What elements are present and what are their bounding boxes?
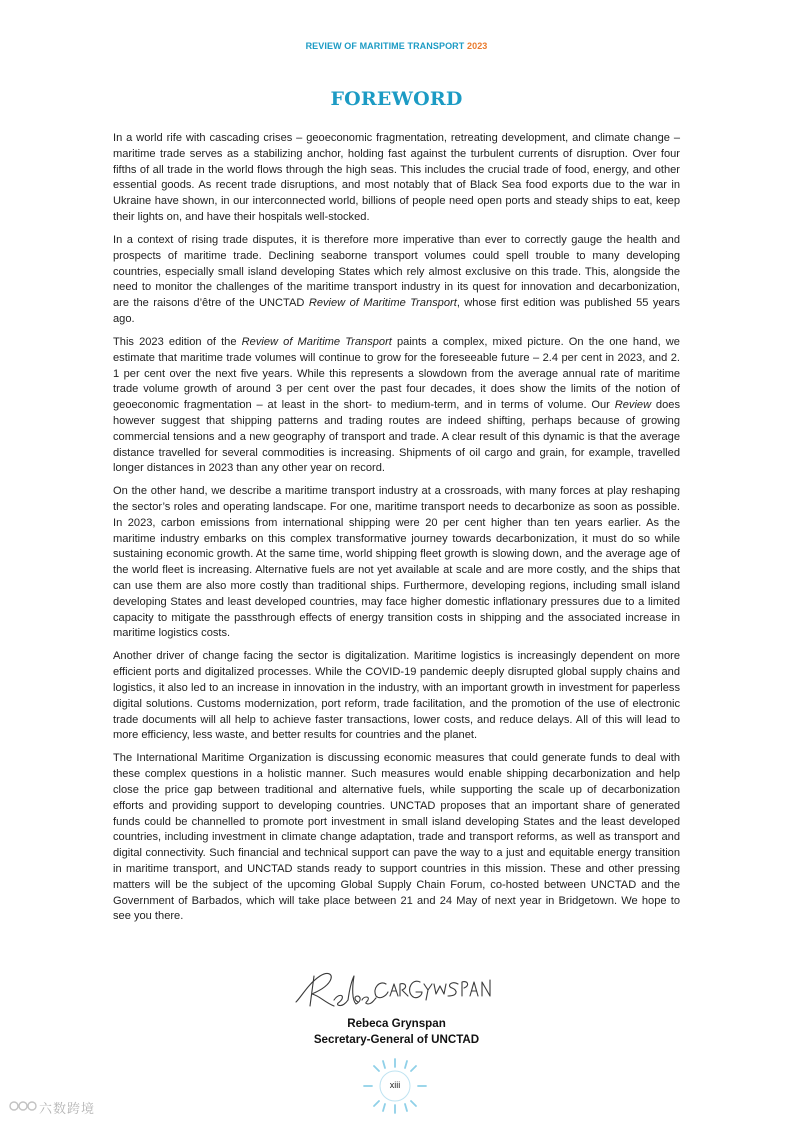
page-number: xiii <box>389 1080 401 1090</box>
signatory-name: Rebeca Grynspan <box>347 1017 446 1030</box>
running-header-year: 2023 <box>466 41 488 51</box>
signatory-role: Secretary-General of UNCTAD <box>313 1033 480 1046</box>
foreword-body <box>113 131 680 932</box>
paragraph-5 <box>113 649 680 744</box>
paragraph-text: In a world rife with cascading crises – geoeconomic fragmentation, retreating development, and climate change – maritime trade serves as a stabilizing anchor, holding fast against the turbulent currents of disruption. Over four fifths of all trade in the world flows through the high seas. This includes the crucial trade of food, energy, and other essential goods. As recent trade disruptions, and most notably that of Black Sea food exports due to the war in Ukraine have shown, in our interconnected world, billions of people need open ports and steady ships to eat, keep their lights on, and have their hospitals well-stocked. <box>113 132 680 223</box>
paragraph-text: Another driver of change facing the sector is digitalization. Maritime logistics is increasingly dependent on more efficient ports and digitalized processes. While the COVID-19 pandemic deeply disrupted global supply chains and logistics, it also led to an increase in innovation in the industry, with an important growth in investment for paperless digital solutions. Customs modernization, port reform, trade facilitation, and the promotion of the use of electronic trade documents will all help to achieve faster transactions, lower costs, and reduce delays. All of this will lead to more efficiency, less waste, and better results for countries and the planet. <box>113 650 680 742</box>
signatory <box>0 1016 793 1048</box>
paragraph-text: paints a complex, mixed picture. On the one hand, we estimate that maritime trade volumes will continue to grow for the foreseeable future – 2.4 per cent in 2023, and 2. 1 per cent over the next five years. While this represents a slowdown from the average annual rate of maritime trade volume growth of around 3 per cent over the past four decades, it does show the limits of the notion of geoeconomic fragmentation – at least in the short- to medium-term, and in terms of volume. Our <box>113 335 680 412</box>
watermark-logo-icon <box>8 1096 38 1114</box>
paragraph-1 <box>113 131 680 226</box>
paragraph-text: The International Maritime Organization is discussing economic measures that could generate funds to deal with these complex questions in a holistic manner. Such measures would enable shipping decarbonization and help close the price gap between traditional and alternative fuels, while supporting the scale up of decarbonization efforts and providing support to developing countries. UNCTAD proposes that an important share of generated funds could be channelled to promote port investment in small island developing States and the least developed countries, including investment in climate change adaptation, trade and transport reforms, as well as transport and digital connectivity. Such financial and technical support can pave the way to a just and equitable energy transition in maritime transport, and UNCTAD stands ready to support countries in this mission. These and other pressing matters will be the subject of the upcoming Global Supply Chain Forum, co-hosted between UNCTAD and the Government of Barbados, which will take place between 21 and 24 May of next year in Bridgetown. We hope to see you there. <box>113 752 680 923</box>
publication-title: Review of Maritime Transport <box>241 335 392 348</box>
paragraph-6 <box>113 751 680 925</box>
paragraph-text: In a context of rising trade disputes, it is therefore more imperative than ever to correctly gauge the health and prospects of maritime trade. Declining seaborne transport volumes could spell trouble to many developing countries, especially small island developing States which rely almost exclusive on this trade. This, alongside the need to monitor the challenges of the maritime transport industry in its quest for innovation and decarbonization, are the raisons d’être of the UNCTAD <box>113 233 680 310</box>
paragraph-text: , whose first edition was published 55 years ago. <box>113 297 680 325</box>
paragraph-text: does however suggest that shipping patterns and trading routes are indeed shifting, perhaps because of growing commercial tensions and a new geography of transport and trade. A clear result of this dynamic is that the average distance travelled for several commodities is increasing. Shipments of oil cargo and grain, for example, travelled longer distances in 2023 than any other year on record. <box>113 399 680 475</box>
handwritten-signature <box>290 966 495 1018</box>
running-header-title: REVIEW OF MARITIME TRANSPORT <box>305 41 465 51</box>
paragraph-3 <box>113 335 680 477</box>
paragraph-4 <box>113 484 680 642</box>
paragraph-text: On the other hand, we describe a maritime transport industry at a crossroads, with many forces at play reshaping the sector’s roles and operating landscape. For one, maritime transport needs to decarbonize as soon as possible. In 2023, carbon emissions from international shipping were 20 per cent higher than ten years earlier. As the maritime industry embarks on this complex transformative journey towards decarbonization, it must do so while sustaining economic growth. At the same time, world shipping fleet growth is slowing down, and the average age of the world fleet is increasing. Alternative fuels are not yet available at scale and are more costly, and the ships that can use them are also more costly than traditional ships. Furthermore, developing regions, including small island developing States and least developed countries, may face higher domestic inflationary pressures due to a limited capacity to mitigate the passthrough effects of energy transition costs in shipping and the associated increase in maritime logistics costs. <box>113 485 680 640</box>
publication-title: Review of Maritime Transport <box>308 297 457 310</box>
publication-title: Review <box>614 399 652 412</box>
page-title: FOREWORD <box>330 88 463 110</box>
paragraph-text: This 2023 edition of the <box>113 335 242 348</box>
watermark-text: 六数跨境 <box>39 1102 96 1117</box>
paragraph-2 <box>113 233 680 328</box>
running-header <box>0 41 793 51</box>
